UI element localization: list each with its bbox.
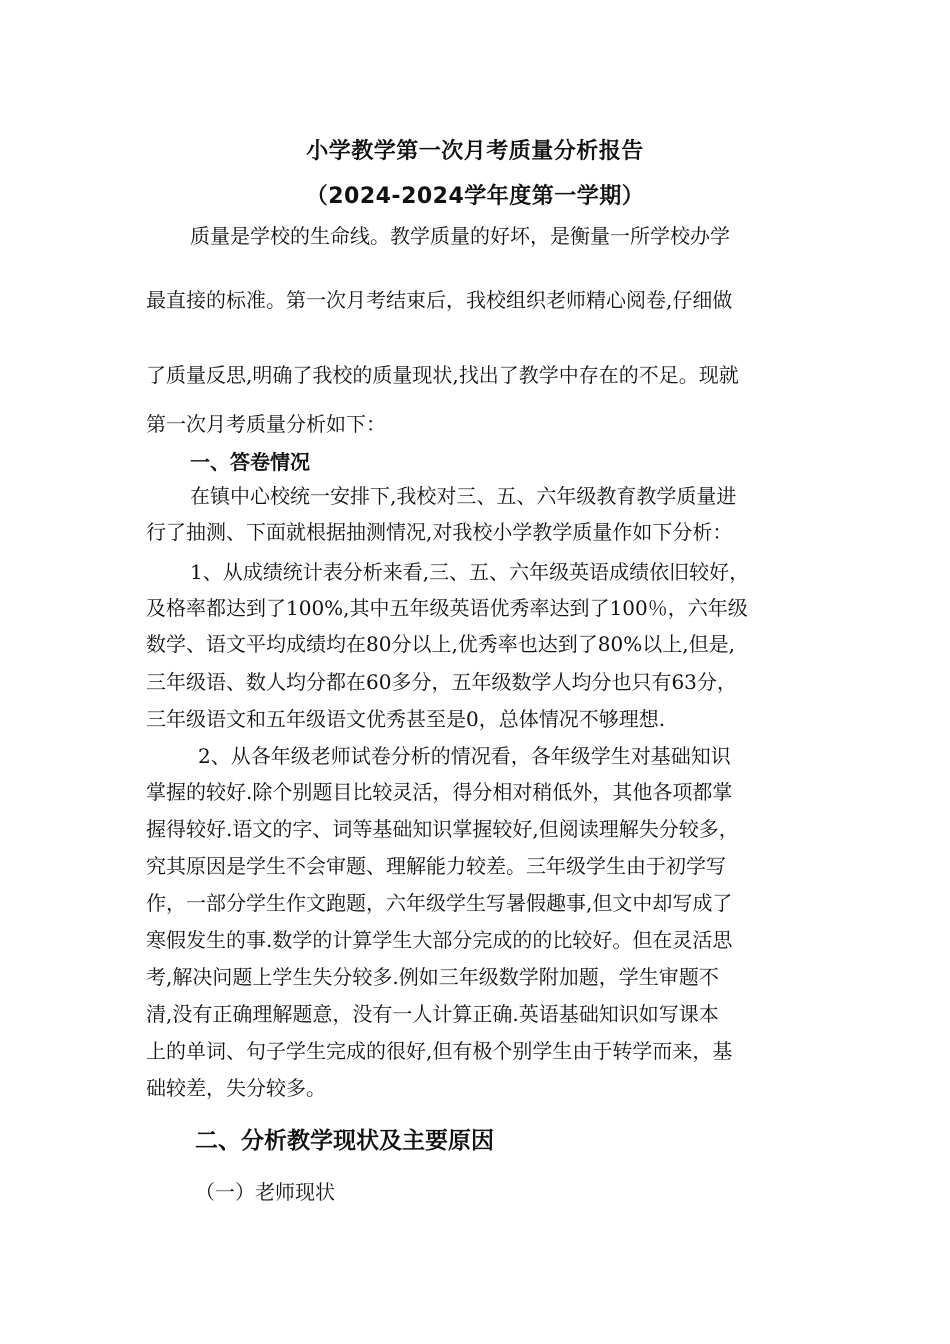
section1-heading: 一、答卷情况 <box>190 450 310 474</box>
section2-heading: 二、分析教学现状及主要原因 <box>195 1128 494 1154</box>
s1-para2-line-3: 数学、语文平均成绩均在80分以上,优秀率也达到了80%以上,但是, <box>146 632 735 656</box>
s1-para1-line-2: 行了抽测、下面就根据抽测情况,对我校小学教学质量作如下分析： <box>146 520 733 544</box>
s1-para3-line-7: 考,解决问题上学生失分较多.例如三年级数学附加题，学生审题不 <box>146 965 719 989</box>
s1-para3-line-1: 2、从各年级老师试卷分析的情况看，各年级学生对基础知识 <box>198 744 731 768</box>
intro-line-1: 质量是学校的生命线。教学质量的好坏，是衡量一所学校办学 <box>190 224 730 248</box>
s1-para3-line-8: 清,没有正确理解题意，没有一人计算正确.英语基础知识如写课本 <box>146 1002 719 1026</box>
intro-line-3: 了质量反思,明确了我校的质量现状,找出了教学中存在的不足。现就 <box>146 363 739 387</box>
s1-para2-line-1: 1、从成绩统计表分析来看,三、五、六年级英语成绩依旧较好， <box>190 560 750 584</box>
s1-para3-line-3: 握得较好.语文的字、词等基础知识掌握较好,但阅读理解失分较多， <box>146 817 739 841</box>
s1-para1-line-1: 在镇中心校统一安排下,我校对三、五、六年级教育教学质量进 <box>190 484 737 508</box>
intro-line-4: 第一次月考质量分析如下： <box>146 412 386 436</box>
s1-para3-line-2: 掌握的较好.除个别题目比较灵活，得分相对稍低外，其他各项都掌 <box>146 780 733 804</box>
s1-para2-line-4: 三年级语、数人均分都在60多分，五年级数学人均分也只有63分， <box>146 670 737 694</box>
s1-para2-line-5: 三年级语文和五年级语文优秀甚至是0，总体情况不够理想. <box>146 707 666 731</box>
intro-line-2: 最直接的标准。第一次月考结束后，我校组织老师精心阅卷,仔细做 <box>146 288 733 312</box>
s1-para3-line-10: 础较差，失分较多。 <box>146 1076 326 1100</box>
s1-para3-line-9: 上的单词、句子学生完成的很好,但有极个别学生由于转学而来，基 <box>146 1039 733 1063</box>
s1-para3-line-6: 寒假发生的事.数学的计算学生大部分完成的的比较好。但在灵活思 <box>146 928 733 952</box>
document-title: 小学教学第一次月考质量分析报告 <box>306 139 644 164</box>
s1-para3-line-5: 作，一部分学生作文跑题，六年级学生写暑假趣事,但文中却写成了 <box>146 891 733 915</box>
section2-sub1: （一）老师现状 <box>195 1180 335 1204</box>
s1-para3-line-4: 究其原因是学生不会审题、理解能力较差。三年级学生由于初学写 <box>146 854 726 878</box>
document-subtitle: （2024-2024学年度第一学期） <box>305 184 645 209</box>
s1-para2-line-2: 及格率都达到了100%,其中五年级英语优秀率达到了100％，六年级 <box>146 596 748 620</box>
